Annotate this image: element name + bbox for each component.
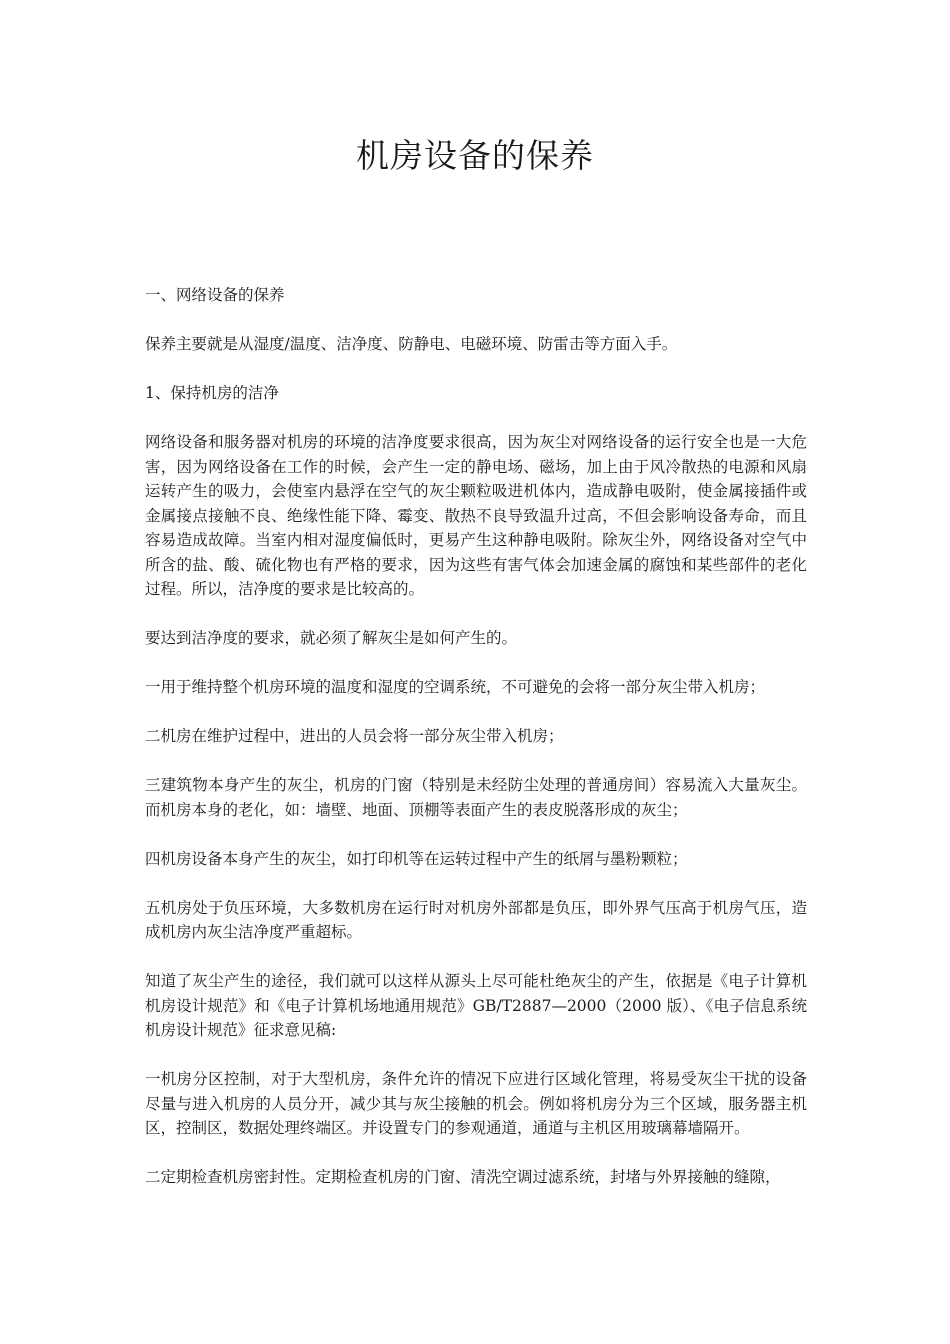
document-title: 机房设备的保养 — [356, 136, 594, 175]
paragraph: 二定期检查机房密封性。定期检查机房的门窗、清洗空调过滤系统，封堵与外界接触的缝隙， — [145, 1168, 781, 1186]
subsection-heading: 1、保持机房的洁净 — [145, 384, 279, 402]
paragraph: 二机房在维护过程中，进出的人员会将一部分灰尘带入机房； — [145, 727, 564, 745]
paragraph: 一用于维持整个机房环境的温度和湿度的空调系统，不可避免的会将一部分灰尘带入机房； — [145, 678, 766, 696]
paragraph: 网络设备和服务器对机房的环境的洁净度要求很高，因为灰尘对网络设备的运行安全也是一大危害，因为网络设备在工作的时候，会产生一定的静电场、磁场，加上由于风冷散热的电源和风扇运转产生的吸力，会使室内悬浮在空气的灰尘颗粒吸进机体内，造成静电吸附，使金属接插件或金属接点接触不良、绝缘性能下降、霉变、散热不良导致温升过高，不但会影响设备寿命，而且容易造成故障。当室内相对湿度偏低时，更易产生这种静电吸附。除灰尘外，网络设备对空气中所含的盐、酸、硫化物也有严格的要求，因为这些有害气体会加速金属的腐蚀和某些部件的老化过程。所以，洁净度的要求是比较高的。 — [145, 433, 807, 598]
paragraph: 知道了灰尘产生的途径，我们就可以这样从源头上尽可能杜绝灰尘的产生，依据是《电子计算机机房设计规范》和《电子计算机场地通用规范》GB/T2887—2000（2000 版）、《电子信息系统机房设计规范》征求意见稿: — [145, 972, 807, 1039]
paragraph: 四机房设备本身产生的灰尘，如打印机等在运转过程中产生的纸屑与墨粉颗粒； — [145, 849, 688, 868]
document-body — [145, 283, 807, 1214]
paragraph: 保养主要就是从湿度/温度、洁净度、防静电、电磁环境、防雷击等方面入手。 — [145, 335, 678, 353]
paragraph: 一机房分区控制，对于大型机房，条件允许的情况下应进行区域化管理，将易受灰尘干扰的设备尽量与进入机房的人员分开，减少其与灰尘接触的机会。例如将机房分为三个区域，服务器主机区，控制区，数据处理终端区。并设置专门的参观通道，通道与主机区用玻璃幕墙隔开。 — [145, 1070, 807, 1137]
section-heading: 一、网络设备的保养 — [145, 286, 285, 304]
paragraph: 三建筑物本身产生的灰尘，机房的门窗（特别是未经防尘处理的普通房间）容易流入大量灰尘。而机房本身的老化，如：墙壁、地面、顶棚等表面产生的表皮脱落形成的灰尘； — [145, 776, 807, 819]
paragraph: 要达到洁净度的要求，就必须了解灰尘是如何产生的。 — [145, 629, 518, 647]
paragraph: 五机房处于负压环境，大多数机房在运行时对机房外部都是负压，即外界气压高于机房气压，造成机房内灰尘洁净度严重超标。 — [145, 898, 807, 941]
